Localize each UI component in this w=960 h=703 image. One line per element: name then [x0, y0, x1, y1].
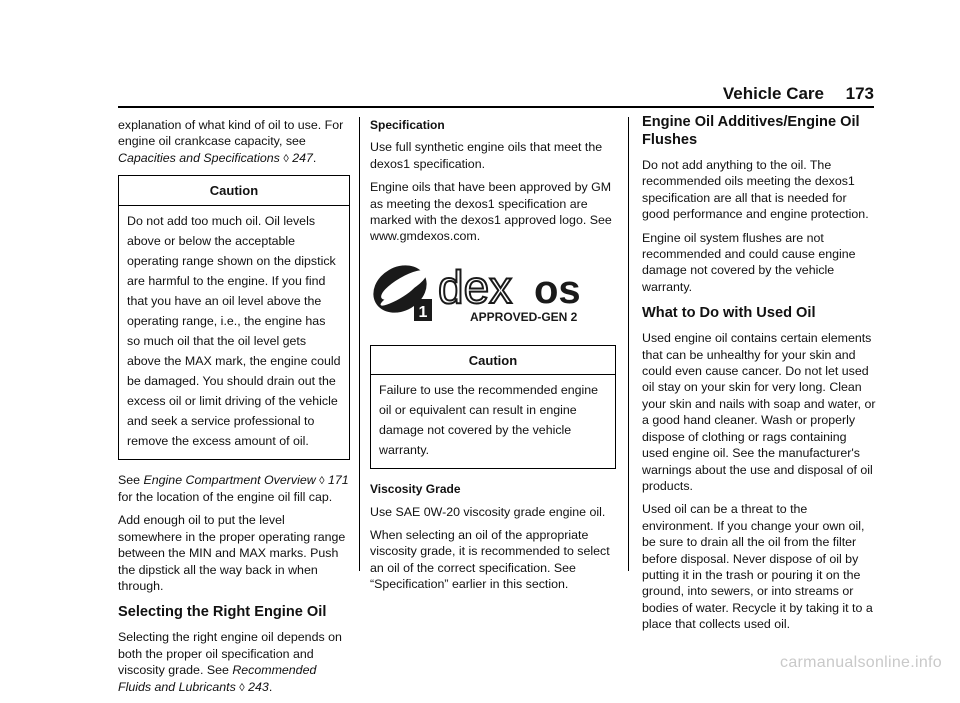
paragraph-text: for the location of the engine oil fill cap. [118, 490, 333, 505]
link-recommended-fluids[interactable]: Recommended Fluids and Lubricants [118, 663, 317, 694]
paragraph-spec-1: Use full synthetic engine oils that meet the dexos1 specification. [370, 140, 603, 171]
punctuation: . [268, 679, 273, 694]
dexos-logo-graphic [370, 259, 606, 329]
heading-additives: Engine Oil Additives/Engine Oil Flushes [642, 114, 860, 148]
caution-box-oil-level [118, 175, 350, 459]
punctuation: . [312, 150, 317, 165]
paragraph-used-oil-1: Used engine oil contains certain elements that can be unhealthy for your skin and could even cause cancer. Do not let used oil stay on your skin for very long. Clean your skin and nails with soap and water, or a good hand cleaner. Wash or properly dispose of clothing or rags containing used engine oil. See the manufacturer's warnings about the use and disposal of oil products. [642, 331, 876, 493]
subheading-viscosity: Viscosity Grade [370, 482, 461, 497]
caution-body: Do not add too much oil. Oil levels above or below the acceptable operating range shown on the dipstick are harmful to the engine. If you find that you have an oil level above the operating range, i.e., the engine has so much oil that the oil level gets above the MAX mark, the engine could be damaged. You should drain out the excess oil or limit driving of the vehicle and seek a service professional to remove the excess amount of oil. [127, 213, 341, 448]
heading-selecting-oil: Selecting the Right Engine Oil [118, 604, 327, 621]
column-1 [118, 117, 350, 703]
logo-approved-text: APPROVED-GEN 2 [470, 309, 578, 324]
header-rule [118, 106, 874, 108]
caution-body: Failure to use the recommended engine oil or equivalent can result in engine damage not covered by the vehicle warranty. [379, 383, 599, 458]
paragraph-selecting-oil [118, 629, 350, 696]
paragraph-text: See [118, 472, 144, 487]
column-2 [370, 117, 616, 600]
page-ref-number[interactable]: 243 [248, 679, 269, 694]
link-engine-compartment-overview[interactable]: Engine Compartment Overview [143, 472, 316, 487]
column-divider-2 [628, 117, 629, 571]
paragraph-oil-explanation [118, 117, 350, 167]
paragraph-text: Selecting the right engine oil depends on both the proper oil specification and viscosity grade. See [118, 630, 342, 678]
paragraph-fill-cap [118, 472, 350, 506]
paragraph-additives-1: Do not add anything to the oil. The recommended oils meeting the dexos1 specification are all that is needed for good performance and engine protection. [642, 158, 869, 222]
page-ref-icon: ◊ [319, 474, 325, 487]
logo-numeral: 1 [418, 303, 428, 321]
logo-word-dex: dex [438, 260, 513, 313]
caution-title: Caution [371, 346, 615, 375]
page-ref-number[interactable]: 247 [292, 150, 313, 165]
subheading-specification: Specification [370, 118, 445, 132]
running-header-title: Vehicle Care [722, 84, 824, 103]
page-ref-number[interactable]: 171 [328, 472, 349, 487]
page-ref-icon: ◊ [239, 681, 245, 694]
page-number: 173 [845, 84, 874, 103]
paragraph-spec-2: Engine oils that have been approved by GM as meeting the dexos1 specification are marked with the dexos1 approved logo. See www.gmdexos.com. [370, 180, 612, 244]
column-divider-1 [359, 117, 360, 571]
paragraph-text: explanation of what kind of oil to use. For engine oil crankcase capacity, see [118, 118, 344, 149]
caution-box-recommended-oil [370, 345, 616, 469]
watermark-text: carmanualsonline.info [780, 654, 942, 671]
paragraph-add-oil: Add enough oil to put the level somewhere in the proper operating range between the MIN and MAX marks. Push the dipstick all the way back in when through. [118, 513, 346, 594]
paragraph-viscosity-1: Use SAE 0W-20 viscosity grade engine oil. [370, 504, 606, 519]
dexos-logo [370, 259, 606, 329]
paragraph-used-oil-2: Used oil can be a threat to the environment. If you change your own oil, be sure to drain all the oil from the filter before disposal. Never dispose of oil by putting it in the trash or pouring it on the ground, into sewers, or into streams or bodies of water. Recycle it by taking it to a place that collects used oil. [642, 502, 873, 632]
link-capacities-specifications[interactable]: Capacities and Specifications [118, 150, 280, 165]
page-ref-icon: ◊ [283, 152, 289, 165]
caution-title: Caution [119, 176, 349, 205]
logo-word-os: os [534, 267, 581, 312]
heading-used-oil: What to Do with Used Oil [642, 305, 816, 322]
column-3 [642, 114, 876, 640]
paragraph-viscosity-2: When selecting an oil of the appropriate viscosity grade, it is recommended to select an oil of the correct specification. See “Specification” earlier in this section. [370, 528, 610, 592]
paragraph-additives-2: Engine oil system flushes are not recommended and could cause engine damage not covered by the vehicle warranty. [642, 230, 856, 294]
